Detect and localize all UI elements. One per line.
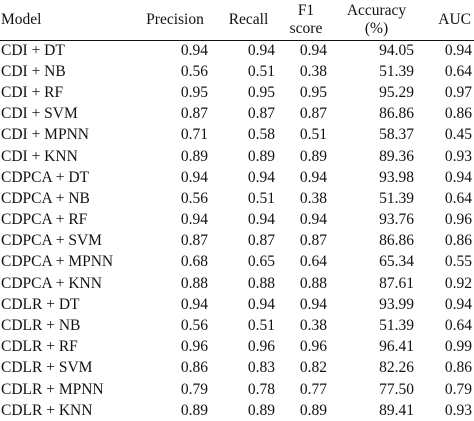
cell-accuracy: 93.99 [379,295,414,313]
cell-accuracy: 95.29 [379,83,414,101]
table-row [0,61,474,82]
cell-recall: 0.51 [247,62,275,80]
cell-f1-score: 0.95 [299,83,327,101]
cell-recall: 0.51 [247,189,275,207]
cell-accuracy: 86.86 [379,105,414,123]
cell-auc: 0.92 [444,274,472,292]
cell-recall: 0.65 [247,253,275,271]
header-model: Model [0,0,134,40]
cell-recall: 0.83 [247,359,275,377]
cell-recall: 0.58 [247,126,275,144]
cell-f1-score: 0.88 [299,274,327,292]
header-f1-line1: F1 [297,1,315,19]
cell-model: CDLR + KNN [1,401,93,419]
table-row [0,40,474,61]
header-accuracy [331,0,422,40]
cell-model: CDPCA + SVM [1,232,102,250]
cell-accuracy: 58.37 [379,126,414,144]
table-row [0,104,474,125]
cell-f1-score: 0.38 [299,189,327,207]
table-row [0,379,474,400]
table-row [0,125,474,146]
cell-model: CDI + NB [1,62,66,80]
cell-precision: 0.71 [180,126,208,144]
cell-auc: 0.55 [444,253,472,271]
cell-auc: 0.96 [444,211,472,229]
header-row [0,0,474,40]
cell-precision: 0.79 [180,380,208,398]
table-header [0,0,474,40]
cell-recall: 0.94 [247,211,275,229]
cell-precision: 0.89 [180,401,208,419]
cell-accuracy: 82.26 [379,359,414,377]
cell-auc: 0.93 [444,401,472,419]
cell-accuracy: 93.98 [379,168,414,186]
cell-model: CDPCA + MPNN [1,253,114,271]
table-row [0,337,474,358]
header-recall: Recall [216,0,281,40]
cell-model: CDLR + NB [1,317,81,335]
cell-recall: 0.94 [247,41,275,59]
table-row [0,400,474,421]
cell-accuracy: 89.41 [379,401,414,419]
cell-f1-score: 0.96 [299,338,327,356]
cell-f1-score: 0.94 [299,211,327,229]
cell-f1-score: 0.38 [299,62,327,80]
cell-recall: 0.88 [247,274,275,292]
header-precision: Precision [134,0,216,40]
cell-auc: 0.45 [444,126,472,144]
cell-accuracy: 89.36 [379,147,414,165]
cell-auc: 0.94 [444,295,472,313]
cell-accuracy: 51.39 [379,189,414,207]
cell-precision: 0.88 [180,274,208,292]
cell-auc: 0.64 [444,62,472,80]
cell-precision: 0.68 [180,253,208,271]
cell-auc: 0.86 [444,359,472,377]
cell-accuracy: 77.50 [379,380,414,398]
cell-recall: 0.78 [247,380,275,398]
cell-precision: 0.89 [180,147,208,165]
cell-f1-score: 0.77 [299,380,327,398]
cell-precision: 0.96 [180,338,208,356]
header-auc: AUC [422,0,474,40]
table-row [0,252,474,273]
cell-recall: 0.96 [247,338,275,356]
table-row [0,315,474,336]
cell-accuracy: 87.61 [379,274,414,292]
cell-f1-score: 0.94 [299,295,327,313]
cell-model: CDLR + RF [1,338,78,356]
cell-precision: 0.56 [180,317,208,335]
cell-accuracy: 93.76 [379,211,414,229]
header-accuracy-line1: Accuracy [346,1,407,19]
table-row [0,210,474,231]
cell-accuracy: 65.34 [379,253,414,271]
cell-f1-score: 0.82 [299,359,327,377]
cell-auc: 0.93 [444,147,472,165]
cell-precision: 0.56 [180,189,208,207]
cell-auc: 0.99 [444,338,472,356]
cell-model: CDI + KNN [1,147,78,165]
cell-precision: 0.95 [180,83,208,101]
cell-recall: 0.94 [247,168,275,186]
cell-accuracy: 51.39 [379,62,414,80]
cell-f1-score: 0.38 [299,317,327,335]
cell-model: CDLR + DT [1,295,80,313]
cell-accuracy: 86.86 [379,232,414,250]
cell-model: CDI + DT [1,41,65,59]
cell-recall: 0.51 [247,317,275,335]
cell-f1-score: 0.89 [299,401,327,419]
cell-model: CDLR + MPNN [1,380,104,398]
cell-recall: 0.95 [247,83,275,101]
cell-model: CDPCA + DT [1,168,89,186]
cell-auc: 0.86 [444,232,472,250]
table-row [0,82,474,103]
cell-recall: 0.94 [247,295,275,313]
cell-precision: 0.94 [180,211,208,229]
table-row [0,188,474,209]
header-f1-line2: score [289,19,323,37]
cell-auc: 0.94 [444,41,472,59]
cell-accuracy: 94.05 [379,41,414,59]
cell-auc: 0.97 [444,83,472,101]
header-accuracy-line2: (%) [364,19,389,37]
cell-auc: 0.64 [444,189,472,207]
cell-f1-score: 0.94 [299,168,327,186]
cell-f1-score: 0.94 [299,41,327,59]
cell-recall: 0.89 [247,401,275,419]
cell-recall: 0.87 [247,105,275,123]
table-row [0,294,474,315]
cell-precision: 0.94 [180,41,208,59]
cell-model: CDI + SVM [1,105,78,123]
cell-precision: 0.94 [180,295,208,313]
cell-model: CDLR + SVM [1,359,93,377]
table-row [0,146,474,167]
table-body [0,40,474,421]
header-f1 [281,0,331,40]
cell-recall: 0.89 [247,147,275,165]
cell-auc: 0.86 [444,105,472,123]
cell-model: CDPCA + KNN [1,274,102,292]
cell-auc: 0.94 [444,168,472,186]
cell-auc: 0.64 [444,317,472,335]
cell-precision: 0.94 [180,168,208,186]
table-row [0,231,474,252]
cell-precision: 0.56 [180,62,208,80]
cell-f1-score: 0.87 [299,232,327,250]
cell-f1-score: 0.89 [299,147,327,165]
cell-f1-score: 0.64 [299,253,327,271]
table-row [0,167,474,188]
table-row [0,273,474,294]
cell-model: CDPCA + RF [1,211,88,229]
cell-model: CDI + MPNN [1,126,89,144]
cell-accuracy: 51.39 [379,317,414,335]
cell-model: CDPCA + NB [1,189,90,207]
cell-precision: 0.86 [180,359,208,377]
cell-recall: 0.87 [247,232,275,250]
cell-model: CDI + RF [1,83,64,101]
cell-auc: 0.79 [444,380,472,398]
cell-f1-score: 0.87 [299,105,327,123]
cell-precision: 0.87 [180,105,208,123]
table-row [0,358,474,379]
cell-precision: 0.87 [180,232,208,250]
cell-f1-score: 0.51 [299,126,327,144]
cell-accuracy: 96.41 [379,338,414,356]
